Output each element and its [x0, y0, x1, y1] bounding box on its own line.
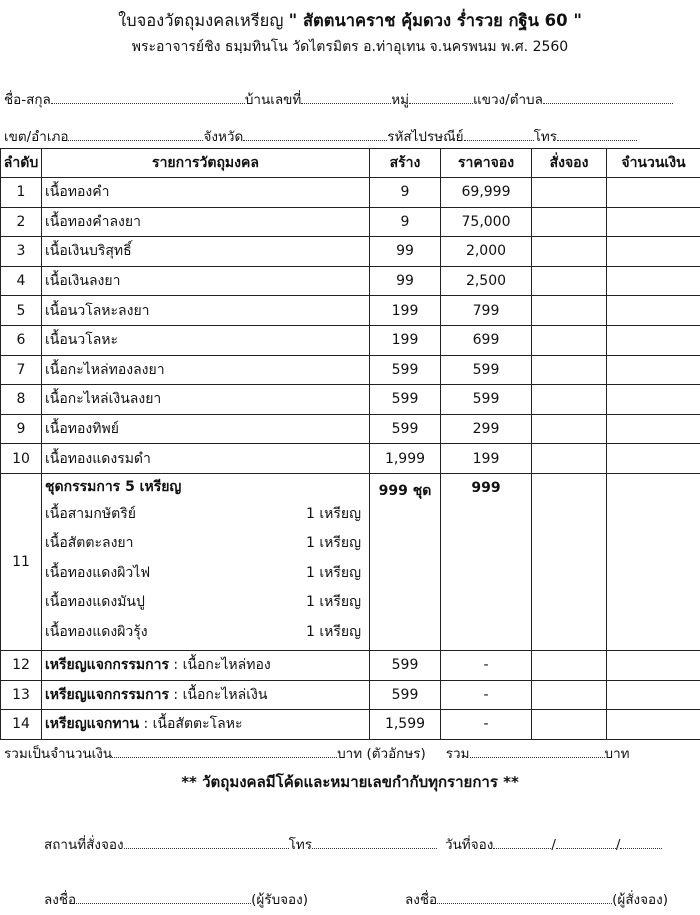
row-no: 5	[1, 296, 42, 326]
set-item	[45, 559, 369, 589]
label-baht-words: บาท (ตัวอักษร)	[337, 746, 426, 762]
total-line	[4, 742, 698, 764]
order-qty-cell[interactable]	[532, 296, 607, 326]
set-item-name: เนื้อสามกษัตริย์	[45, 505, 136, 522]
row-no: 13	[1, 680, 42, 710]
table-row	[1, 385, 700, 415]
row-no: 14	[1, 710, 42, 740]
item-price: -	[441, 710, 532, 740]
col-made-header: สร้าง	[370, 149, 441, 178]
item-made: 1,999	[370, 444, 441, 474]
date-month-field[interactable]	[556, 838, 616, 849]
item-made: 199	[370, 296, 441, 326]
item-name: เนื้อนวโลหะลงยา	[42, 296, 370, 326]
house-no-field[interactable]	[301, 93, 391, 104]
table-row	[1, 680, 700, 710]
col-order-header: สั่งจอง	[532, 149, 607, 178]
table-row	[1, 266, 700, 296]
label-postcode: รหัสไปรษณีย์	[387, 129, 464, 145]
label-total: รวมเป็นจำนวนเงิน	[4, 746, 113, 762]
item-name: เนื้อกะไหล่เงินลงยา	[42, 385, 370, 415]
set-item	[45, 500, 369, 530]
sum-field[interactable]	[470, 747, 605, 758]
item-made: 599	[370, 355, 441, 385]
item-price: 599	[441, 385, 532, 415]
province-field[interactable]	[243, 130, 387, 141]
date-year-field[interactable]	[620, 838, 662, 849]
table-row	[1, 296, 700, 326]
date-slash-2: /	[615, 837, 621, 853]
amount-cell[interactable]	[607, 414, 700, 444]
item-name: เนื้อเงินลงยา	[42, 266, 370, 296]
set-cell	[42, 473, 370, 650]
label-moo: หมู่	[391, 92, 410, 108]
label-house-no: บ้านเลขที่	[244, 92, 302, 108]
row-no: 6	[1, 325, 42, 355]
row-no: 1	[1, 178, 42, 208]
row-no: 2	[1, 207, 42, 237]
district-field[interactable]	[68, 130, 203, 141]
table-row	[1, 178, 700, 208]
table-row	[1, 414, 700, 444]
item-name: เนื้อทองคำลงยา	[42, 207, 370, 237]
form-title	[0, 8, 700, 34]
item-price: 2,500	[441, 266, 532, 296]
label-phone: โทร	[533, 129, 557, 145]
set-item-name: เนื้อสัตตะลงยา	[45, 535, 134, 552]
table-row	[1, 355, 700, 385]
item-made: 599	[370, 680, 441, 710]
table-row	[1, 650, 700, 680]
set-item-qty: 1 เหรียญ	[305, 505, 361, 522]
table-row	[1, 237, 700, 267]
item-material: : เนื้อสัตตะโลหะ	[139, 716, 243, 733]
label-sign-receiver: ลงชื่อ	[44, 892, 77, 908]
order-qty-cell[interactable]	[532, 178, 607, 208]
amount-cell[interactable]	[607, 473, 700, 650]
item-made: 599	[370, 414, 441, 444]
postcode-field[interactable]	[464, 130, 534, 141]
order-qty-cell[interactable]	[532, 237, 607, 267]
item-name: เนื้อกะไหล่ทองลงยา	[42, 355, 370, 385]
order-qty-cell[interactable]	[532, 207, 607, 237]
label-orderer: (ผู้สั่งจอง)	[612, 892, 669, 908]
item-type: เหรียญแจกทาน	[45, 716, 140, 733]
receiver-sign-line	[44, 888, 308, 910]
label-baht: บาท	[604, 746, 630, 762]
item-price: 69,999	[441, 178, 532, 208]
item-made: 9	[370, 207, 441, 237]
item-price: 2,000	[441, 237, 532, 267]
item-made: 1,599	[370, 710, 441, 740]
form-line-1	[4, 88, 698, 110]
table-row	[1, 710, 700, 740]
item-made: 99	[370, 237, 441, 267]
footer-phone-field[interactable]	[312, 838, 437, 849]
label-receiver: (ผู้รับจอง)	[251, 892, 309, 908]
label-subdistrict: แขวง/ตำบล	[473, 92, 543, 108]
label-district: เขต/อำเภอ	[4, 129, 69, 145]
row-no: 9	[1, 414, 42, 444]
orderer-signature-field[interactable]	[437, 893, 612, 904]
set-item	[45, 588, 369, 618]
label-place: สถานที่สั่งจอง	[44, 837, 124, 853]
row-no: 3	[1, 237, 42, 267]
label-name: ชื่อ-สกุล	[4, 92, 51, 108]
amount-cell[interactable]	[607, 237, 700, 267]
table-row	[1, 207, 700, 237]
item-name	[42, 650, 370, 680]
set-item-qty: 1 เหรียญ	[305, 535, 361, 552]
set-row	[1, 473, 700, 650]
item-made: 599	[370, 650, 441, 680]
set-item-name: เนื้อทองแดงผิวรุ้ง	[45, 623, 148, 640]
amount-cell[interactable]	[607, 650, 700, 680]
order-qty-cell[interactable]	[532, 266, 607, 296]
set-title: ชุดกรรมการ 5 เหรียญ	[45, 478, 182, 495]
item-type: เหรียญแจกกรรมการ	[45, 686, 169, 703]
amount-cell[interactable]	[607, 178, 700, 208]
order-qty-cell[interactable]	[532, 710, 607, 740]
label-sign-orderer: ลงชื่อ	[405, 892, 438, 908]
moo-field[interactable]	[409, 93, 473, 104]
order-qty-cell[interactable]	[532, 650, 607, 680]
title-coin-name: " สัตตนาคราช คุ้มดวง ร่ำรวย กฐิน 60 "	[288, 11, 582, 30]
set-item-qty: 1 เหรียญ	[305, 564, 361, 581]
item-price: -	[441, 650, 532, 680]
table-row	[1, 325, 700, 355]
item-made: 9	[370, 178, 441, 208]
item-price: 299	[441, 414, 532, 444]
row-no: 7	[1, 355, 42, 385]
col-price-header: ราคาจอง	[441, 149, 532, 178]
set-price: 999	[441, 473, 532, 650]
order-qty-cell[interactable]	[532, 385, 607, 415]
date-day-field[interactable]	[493, 838, 551, 849]
label-province: จังหวัด	[203, 129, 244, 145]
orderer-sign-line	[405, 888, 668, 910]
row-no: 8	[1, 385, 42, 415]
item-name: เนื้อเงินบริสุทธิ์	[42, 237, 370, 267]
amount-cell[interactable]	[607, 444, 700, 474]
label-date: วันที่จอง	[444, 837, 494, 853]
form-subtitle: พระอาจารย์ชิง ธมฺมทินโน วัดไตรมิตร อ.ท่าอุเทน จ.นครพนม พ.ศ. 2560	[131, 39, 569, 55]
col-item-header: รายการวัตถุมงคล	[42, 149, 370, 178]
col-no-header: ลำดับ	[1, 149, 42, 178]
amount-cell[interactable]	[607, 207, 700, 237]
item-name	[42, 710, 370, 740]
row-no: 4	[1, 266, 42, 296]
order-qty-cell[interactable]	[532, 473, 607, 650]
order-table	[0, 148, 700, 740]
phone-field[interactable]	[557, 130, 637, 141]
item-price: 699	[441, 325, 532, 355]
set-item	[45, 529, 369, 559]
set-item-qty: 1 เหรียญ	[305, 623, 361, 640]
set-item-name: เนื้อทองแดงผิวไฟ	[45, 564, 151, 581]
item-price: 599	[441, 355, 532, 385]
order-qty-cell[interactable]	[532, 444, 607, 474]
item-material: : เนื้อกะไหล่เงิน	[168, 686, 268, 703]
amount-cell[interactable]	[607, 385, 700, 415]
order-qty-cell[interactable]	[532, 325, 607, 355]
item-price: 799	[441, 296, 532, 326]
amount-cell[interactable]	[607, 296, 700, 326]
set-item-name: เนื้อทองแดงมันปู	[45, 594, 145, 611]
amount-cell[interactable]	[607, 325, 700, 355]
item-price: -	[441, 680, 532, 710]
order-qty-cell[interactable]	[532, 355, 607, 385]
footer-line-1	[44, 833, 662, 855]
date-slash-1: /	[551, 837, 556, 853]
place-field[interactable]	[124, 838, 289, 849]
order-qty-cell[interactable]	[532, 680, 607, 710]
code-note: ** วัตถุมงคลมีโค้ดและหมายเลขกำกับทุกรายการ **	[181, 773, 519, 791]
item-price: 75,000	[441, 207, 532, 237]
item-name: เนื้อทองแดงรมดำ	[42, 444, 370, 474]
item-name	[42, 680, 370, 710]
item-price: 199	[441, 444, 532, 474]
item-name: เนื้อทองทิพย์	[42, 414, 370, 444]
set-item	[45, 618, 369, 648]
row-no: 12	[1, 650, 42, 680]
table-header-row	[1, 149, 700, 178]
order-qty-cell[interactable]	[532, 414, 607, 444]
item-made: 99	[370, 266, 441, 296]
total-amount-field[interactable]	[112, 747, 337, 758]
subdistrict-field[interactable]	[543, 93, 673, 104]
set-item-qty: 1 เหรียญ	[305, 594, 361, 611]
set-made: 999 ชุด	[370, 473, 441, 650]
receiver-signature-field[interactable]	[76, 893, 251, 904]
label-footer-phone: โทร	[288, 837, 312, 853]
item-type: เหรียญแจกกรรมการ	[45, 657, 169, 674]
item-made: 599	[370, 385, 441, 415]
title-prefix: ใบจองวัตถุมงคลเหรียญ	[118, 11, 289, 30]
table-row	[1, 444, 700, 474]
item-made: 199	[370, 325, 441, 355]
item-name: เนื้อทองคำ	[42, 178, 370, 208]
row-no: 10	[1, 444, 42, 474]
row-no: 11	[1, 473, 42, 650]
name-field[interactable]	[51, 93, 245, 104]
label-sum: รวม	[445, 746, 470, 762]
amount-cell[interactable]	[607, 266, 700, 296]
item-name: เนื้อนวโลหะ	[42, 325, 370, 355]
item-material: : เนื้อกะไหล่ทอง	[168, 657, 271, 674]
col-amount-header: จำนวนเงิน	[607, 149, 700, 178]
form-line-2	[4, 125, 698, 147]
amount-cell[interactable]	[607, 355, 700, 385]
amount-cell[interactable]	[607, 710, 700, 740]
amount-cell[interactable]	[607, 680, 700, 710]
